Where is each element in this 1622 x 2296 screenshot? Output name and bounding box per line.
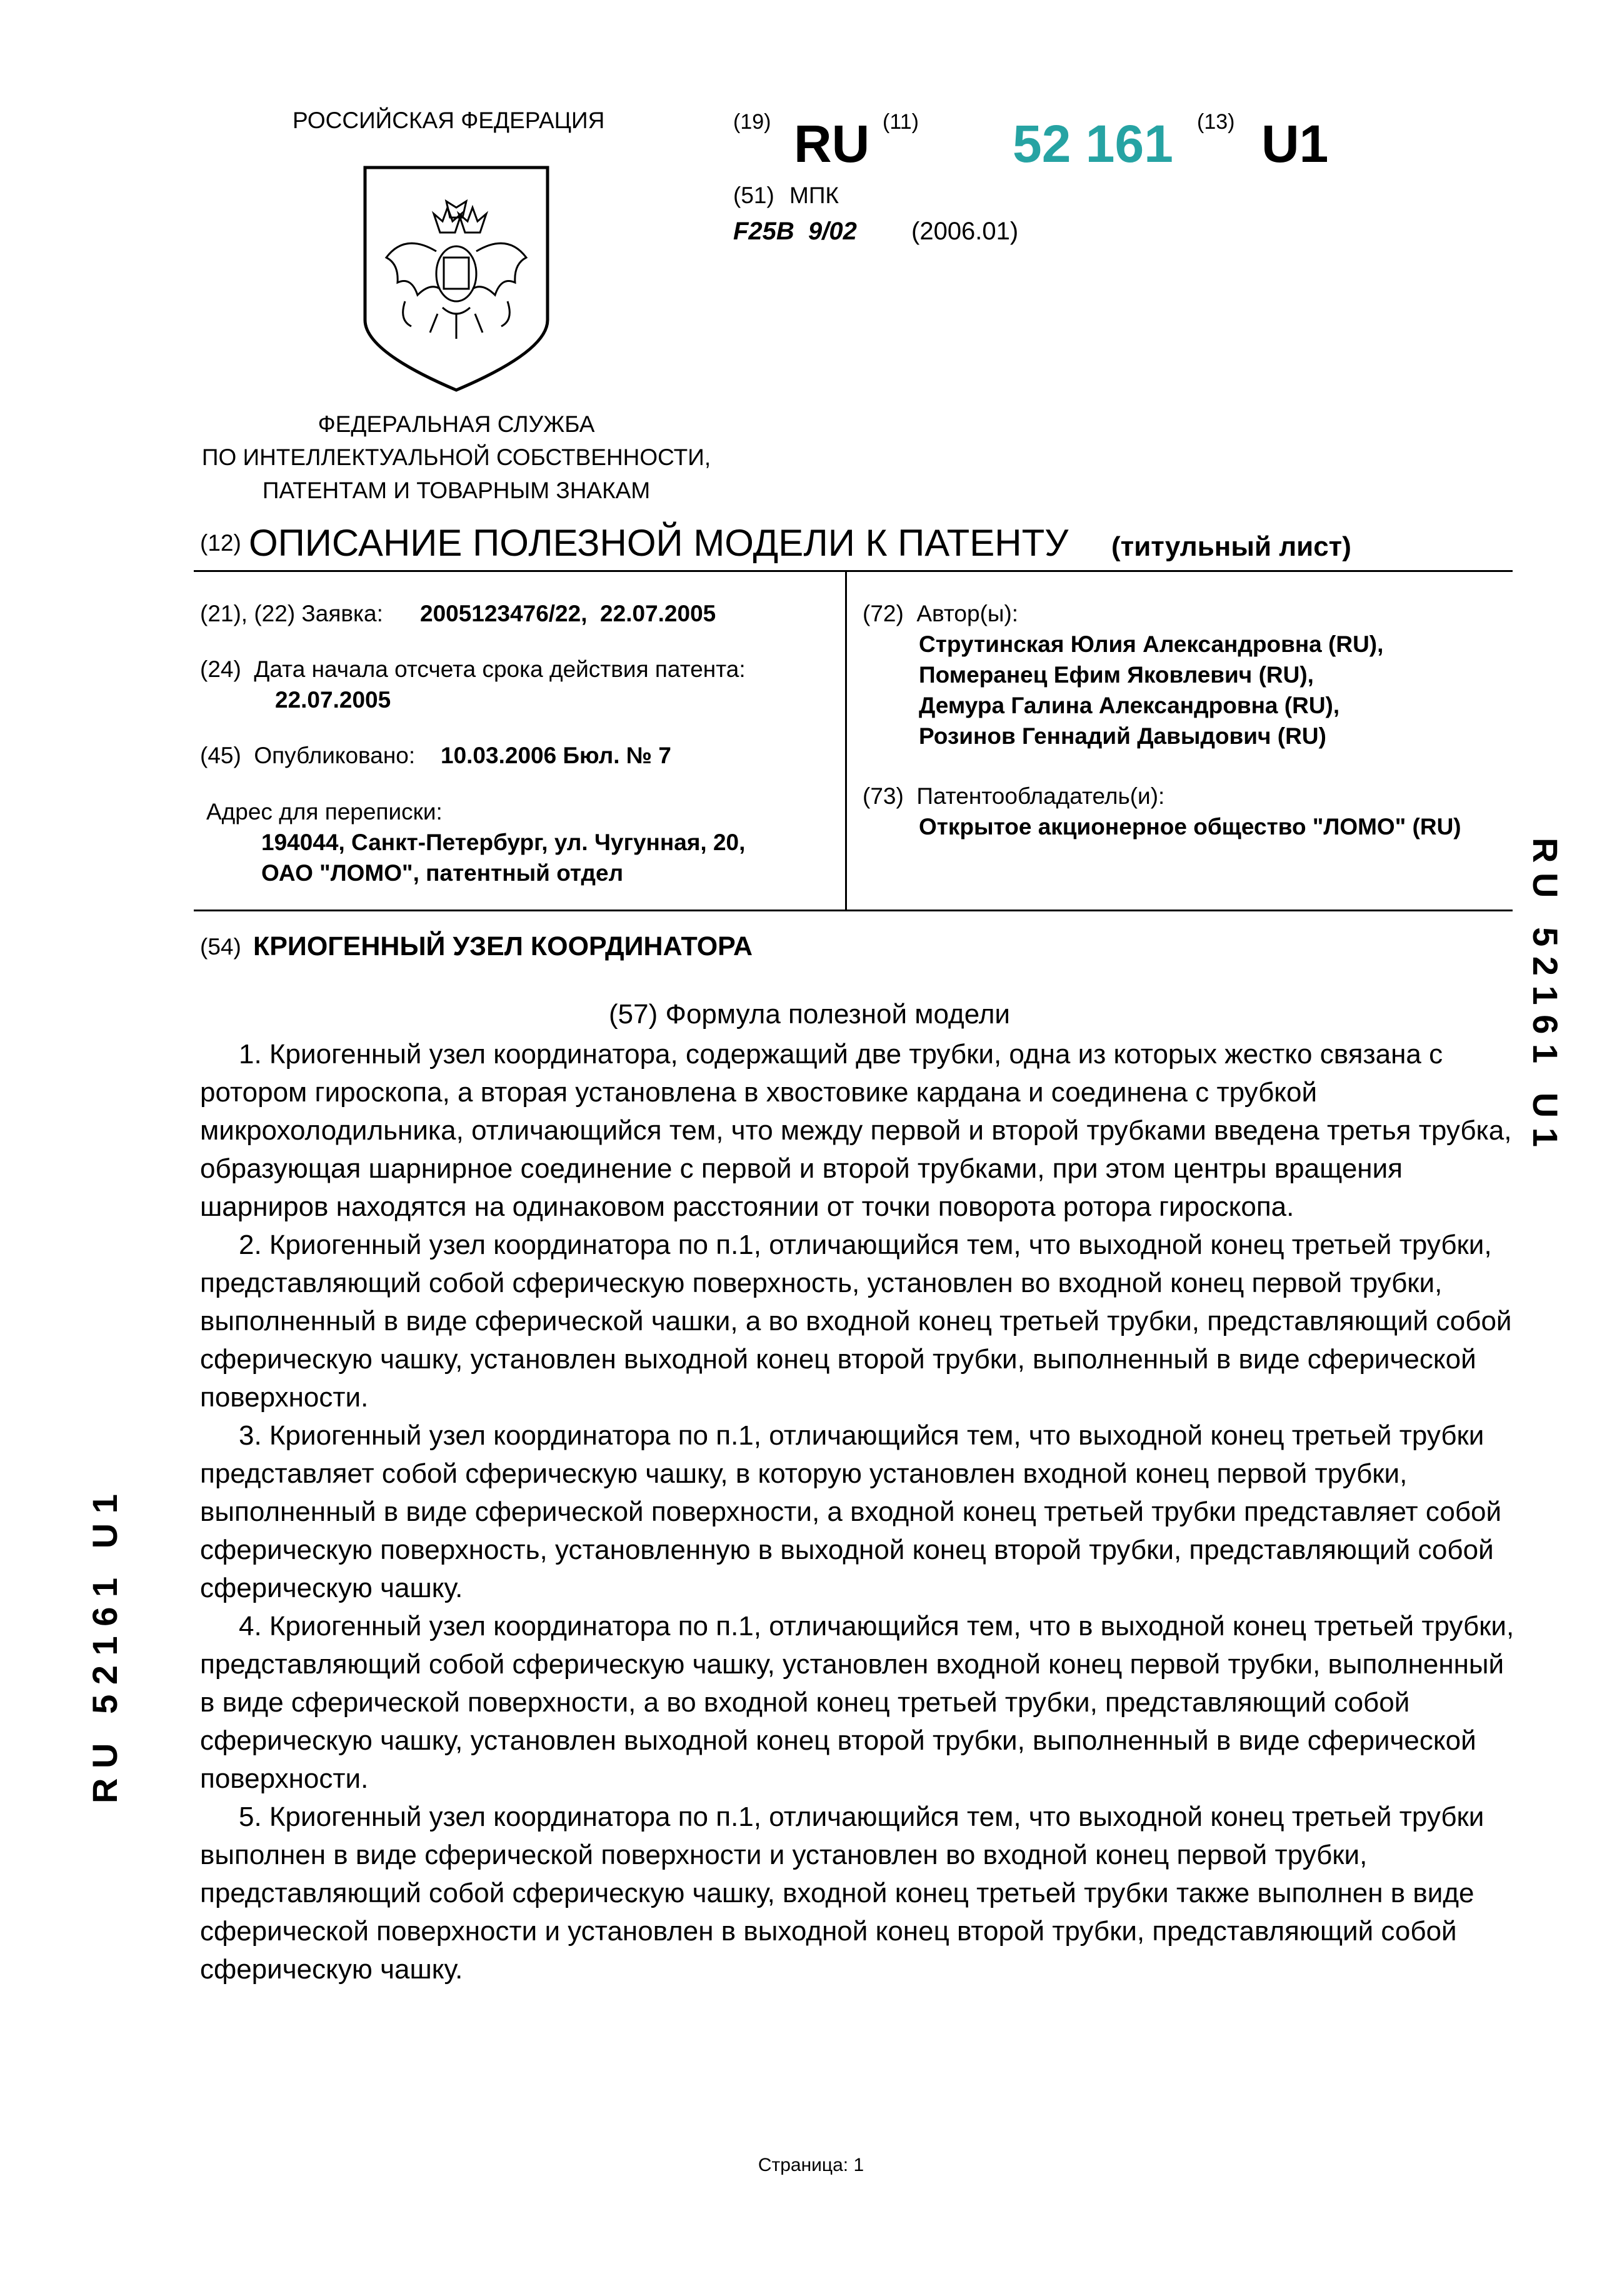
agency-line-2: ПО ИНТЕЛЛЕКТУАЛЬНОЙ СОБСТВЕННОСТИ, (201, 444, 711, 470)
page-footer: Страница: 1 (758, 2155, 864, 2175)
agency-name (163, 408, 750, 507)
inid-code-51: (51) (733, 183, 774, 208)
patent-number: 52 161 (1013, 114, 1173, 173)
title-divider (194, 570, 1513, 572)
inid-code-12: (12) (200, 530, 241, 556)
biblio-bottom-divider (194, 910, 1513, 911)
claim-3: 3. Криогенный узел координатора по п.1, отличающийся тем, что выходной конец третьей трубки представляет собой сферическую чашку, в которую установлен входной конец первой трубки, выполненный в виде сферической поверхности, а входной конец третьей трубки представляет собой сферическую поверхность, установленную в выходной конец второй трубки, представляющий собой сферическую чашку. (200, 1420, 1502, 1603)
country-name: РОССИЙСКАЯ ФЕДЕРАЦИЯ (293, 108, 605, 133)
term-start-value: 22.07.2005 (275, 687, 391, 713)
side-label-left: R U 5 2 1 6 1 U 1 (85, 1494, 124, 1803)
mpk-label: МПК (789, 183, 839, 208)
application-label: (21), (22) Заявка: (200, 601, 383, 626)
inid-code-13: (13) (1197, 110, 1235, 134)
inid-code-11: (11) (883, 110, 919, 134)
ipc-class: F25B 9/02 (733, 218, 857, 245)
claim-4: 4. Криогенный узел координатора по п.1, отличающийся тем, что в выходной конец третьей трубки, представляющий собой сферическую чашку, установлен входной конец первой трубки, выполненный в виде сферической поверхности, а во входной конец третьей трубки, представляющий собой сферическую чашку, установлен выходной конец второй трубки, выполненный в виде сферической поверхности. (200, 1611, 1514, 1794)
document-title-suffix: (титульный лист) (1111, 531, 1351, 562)
author-1: Струтинская Юлия Александровна (RU), (919, 631, 1384, 657)
claim-5: 5. Криогенный узел координатора по п.1, отличающийся тем, что выходной конец третьей трубки выполнен в виде сферической поверхности и установлен во входной конец первой трубки, представляющий собой сферическую чашку, входной конец третьей трубки также выполнен в виде сферической поверхности и установлен в выходной конец второй трубки, представляющий собой сферическую чашку. (200, 1802, 1484, 1985)
published-value: 10.03.2006 Бюл. № 7 (441, 743, 671, 768)
agency-line-1: ФЕДЕРАЛЬНАЯ СЛУЖБА (318, 411, 595, 437)
authors-label: (72) Автор(ы): (863, 601, 1019, 626)
utility-model-title: КРИОГЕННЫЙ УЗЕЛ КООРДИНАТОРА (253, 931, 753, 961)
agency-line-3: ПАТЕНТАМ И ТОВАРНЫМ ЗНАКАМ (262, 478, 651, 503)
address-line-2: ОАО "ЛОМО", патентный отдел (261, 860, 624, 886)
author-3: Демура Галина Александровна (RU), (919, 693, 1340, 718)
address-label: Адрес для переписки: (206, 799, 443, 825)
holder-label: (73) Патентообладатель(и): (863, 783, 1165, 809)
author-2: Померанец Ефим Яковлевич (RU), (919, 662, 1314, 688)
author-4: Розинов Геннадий Давыдович (RU) (919, 723, 1326, 749)
biblio-column-divider (845, 571, 847, 910)
claim-1: 1. Криогенный узел координатора, содержащий две трубки, одна из которых жестко связана с ротором гироскопа, а вторая установлена в хвостовике кардана и соединена с трубкой микрохолодильника, отличающийся тем, что между первой и второй трубками введена третья трубка, образующая шарнирное соединение с первой и второй трубками, при этом центры вращения шарниров находятся на одинаковом расстоянии от точки поворота ротора гироскопа. (200, 1039, 1512, 1222)
claims-text (200, 1035, 1519, 1988)
ipc-version: (2006.01) (911, 218, 1019, 245)
document-title: ОПИСАНИЕ ПОЛЕЗНОЙ МОДЕЛИ К ПАТЕНТУ (249, 522, 1069, 564)
kind-code: U1 (1261, 114, 1329, 173)
address-line-1: 194044, Санкт-Петербург, ул. Чугунная, 20, (261, 830, 746, 855)
claims-heading: (57) Формула полезной модели (609, 999, 1010, 1030)
published-label: (45) Опубликовано: (200, 743, 416, 768)
holder-value: Открытое акционерное общество "ЛОМО" (RU) (919, 814, 1461, 840)
inid-code-19: (19) (733, 110, 771, 134)
coat-of-arms-emblem (361, 164, 551, 394)
country-code: RU (794, 114, 870, 173)
claim-2: 2. Криогенный узел координатора по п.1, отличающийся тем, что выходной конец третьей трубки, представляющий собой сферическую поверхность, установлен во входной конец первой трубки, выполненный в виде сферической чашки, а во входной конец третьей трубки, представляющий собой сферическую чашку, установлен выходной конец второй трубки, выполненный в виде сферической поверхности. (200, 1230, 1512, 1413)
side-label-right: R U 5 2 1 6 1 U 1 (1526, 838, 1565, 1147)
inid-code-54: (54) (200, 934, 241, 960)
application-value: 2005123476/22, 22.07.2005 (420, 601, 716, 626)
term-start-label: (24) Дата начала отсчета срока действия патента: (200, 656, 746, 682)
